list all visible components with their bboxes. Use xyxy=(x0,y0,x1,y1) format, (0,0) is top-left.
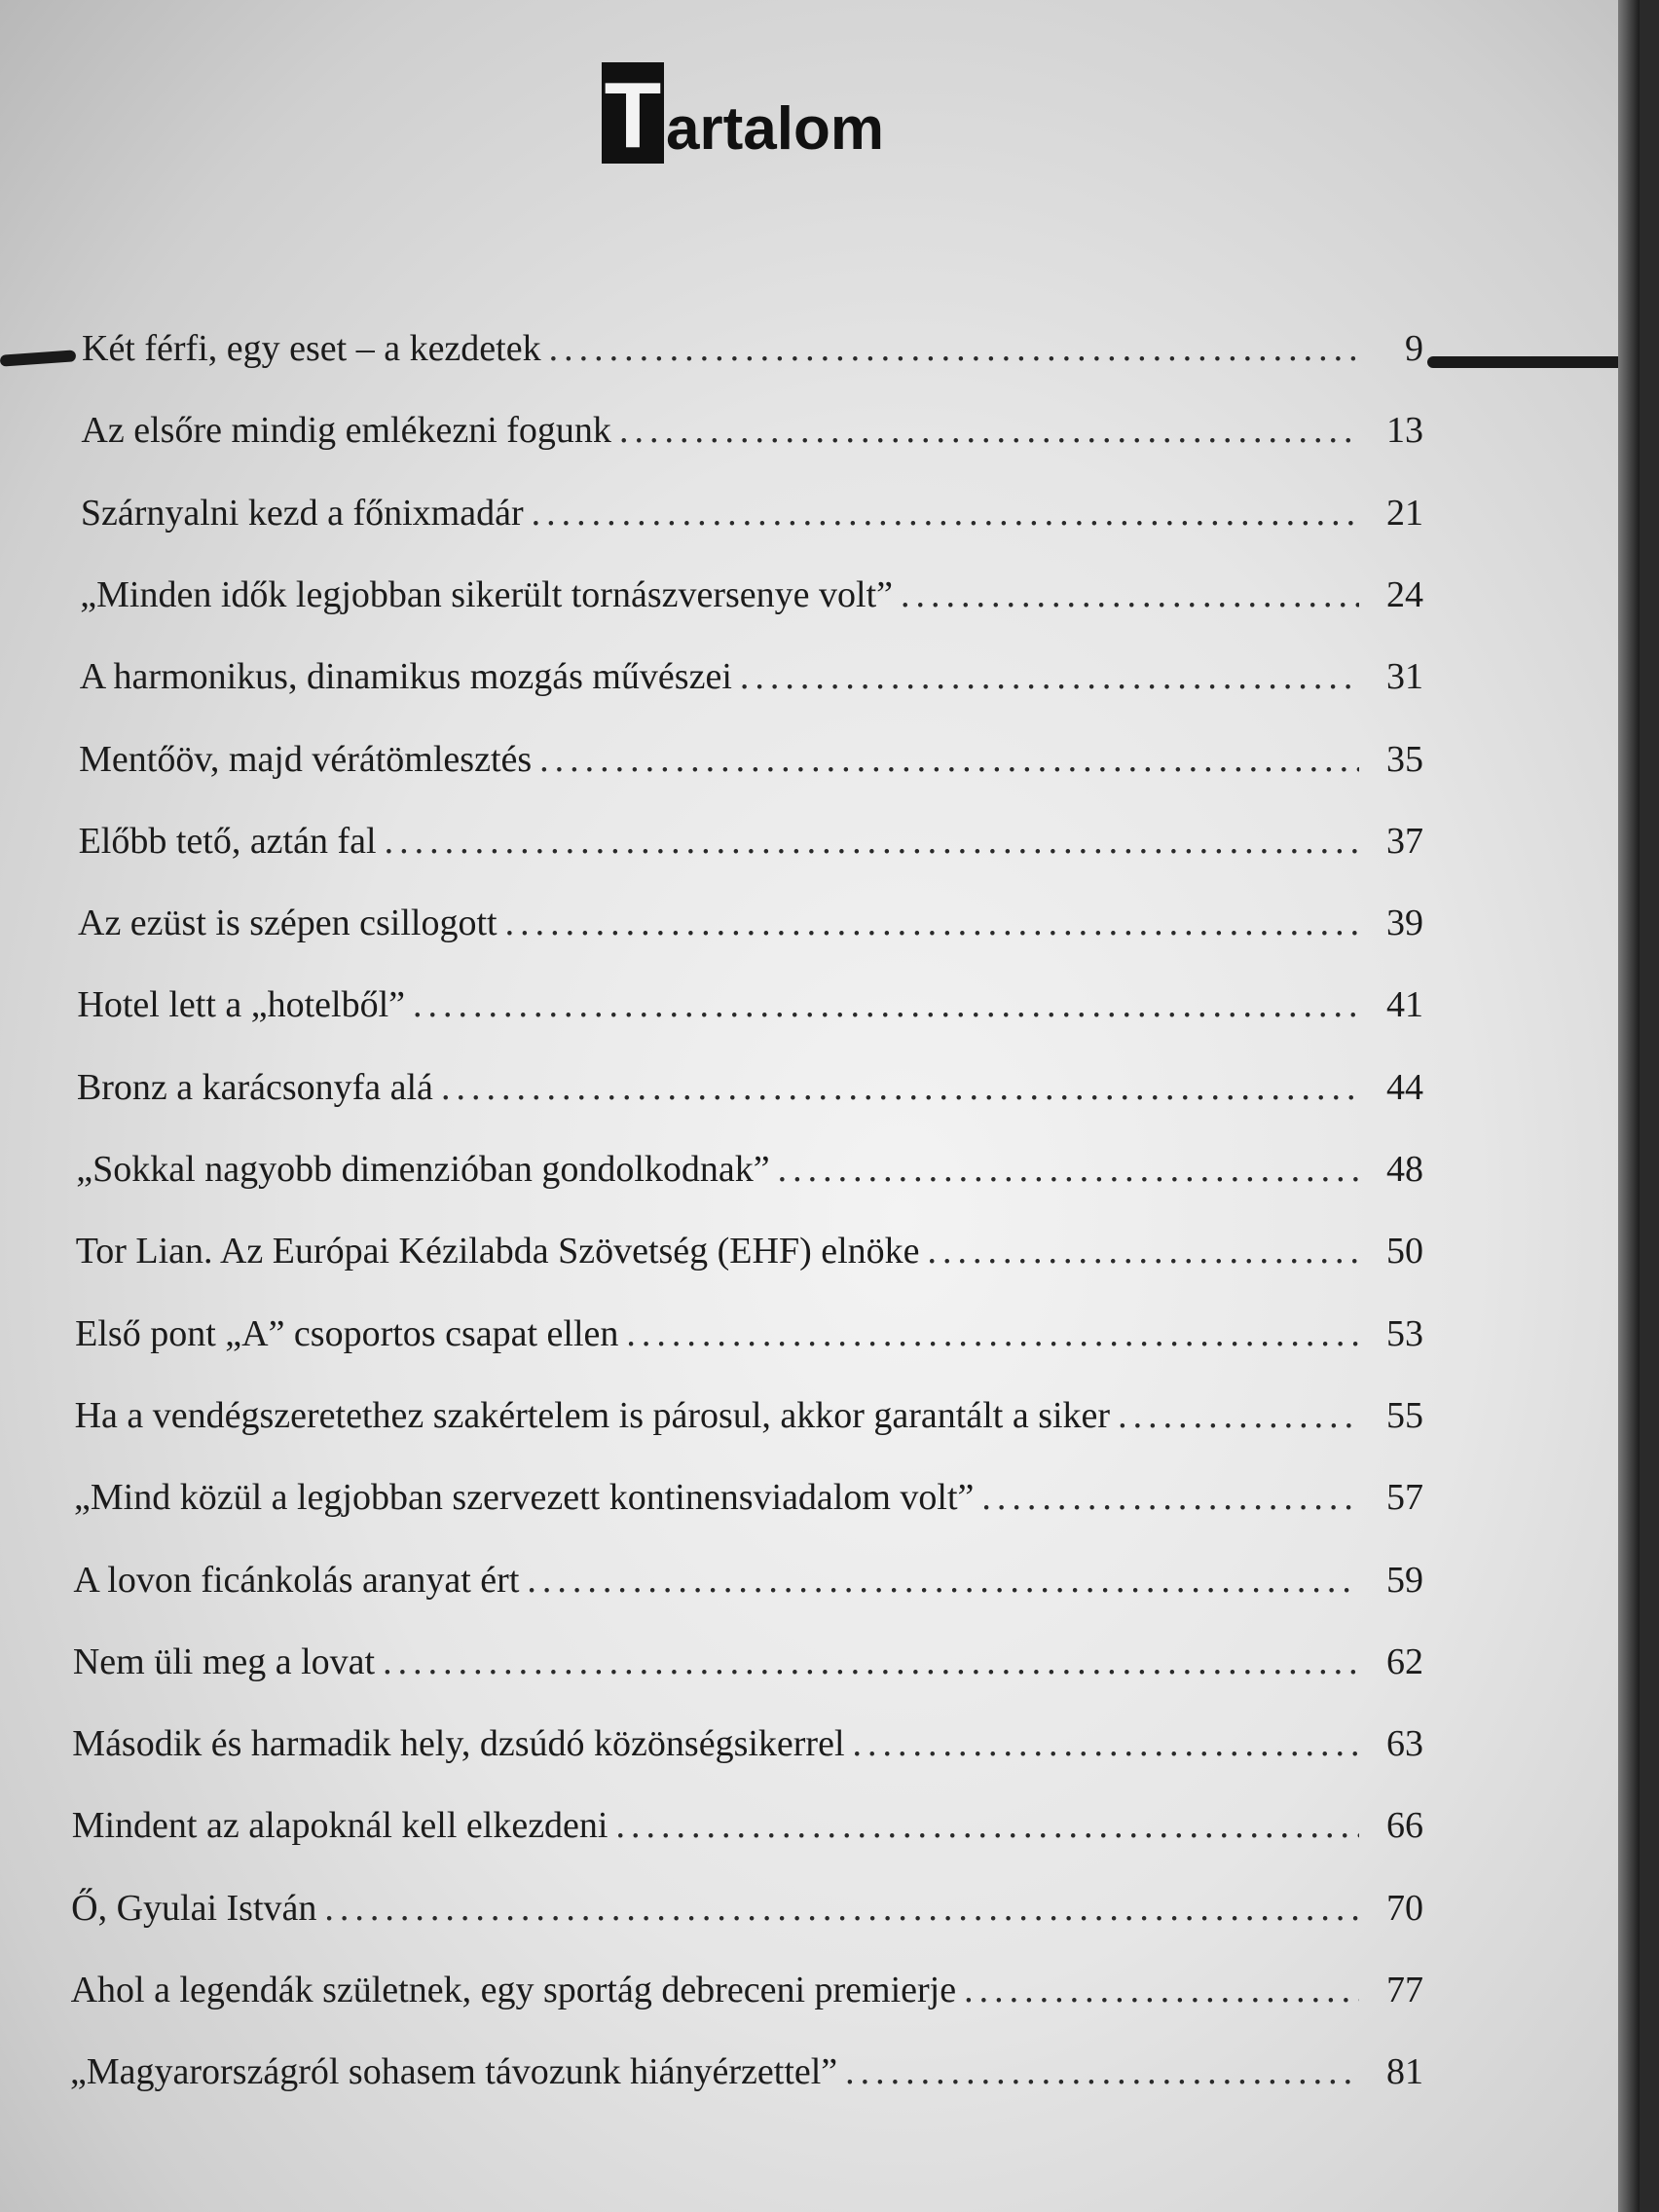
toc-entry-page: 50 xyxy=(1385,1231,1423,1272)
toc-entry xyxy=(76,1230,1423,1272)
book-spine-edge xyxy=(1618,0,1640,2212)
toc-entry xyxy=(79,820,1423,863)
toc-entry-page: 59 xyxy=(1385,1559,1423,1601)
title-initial-letter: T xyxy=(602,62,664,164)
toc-entry-title: Előbb tető, aztán fal xyxy=(78,820,377,862)
toc-entry xyxy=(79,738,1423,781)
toc-entry-title: Ő, Gyulai István xyxy=(71,1887,317,1929)
toc-entry-page: 41 xyxy=(1385,984,1423,1026)
toc-entry-title: Ha a vendégszeretethez szakértelem is párosul, akkor garantált a siker xyxy=(74,1394,1111,1436)
toc-leader-dots xyxy=(626,1312,1359,1355)
toc-leader-dots xyxy=(441,1066,1359,1109)
toc-entry-page: 53 xyxy=(1385,1312,1423,1354)
toc-leader-dots xyxy=(901,573,1359,616)
toc-entry-page: 35 xyxy=(1385,738,1423,780)
toc-entry-page: 13 xyxy=(1385,410,1423,452)
toc-leader-dots xyxy=(615,1804,1359,1847)
toc-entry-title: Mentőöv, majd vérátömlesztés xyxy=(79,738,533,780)
toc-entry-title: Nem üli meg a lovat xyxy=(72,1641,376,1682)
toc-entry-title: „Mind közül a legjobban szervezett kontinensviadalom volt” xyxy=(74,1477,975,1519)
toc-entry-title: A lovon ficánkolás aranyat ért xyxy=(73,1559,520,1601)
toc-entry-page: 62 xyxy=(1385,1641,1423,1682)
toc-entry xyxy=(81,492,1423,535)
toc-entry-title: Második és harmadik hely, dzsúdó közönségsikerrel xyxy=(72,1723,845,1765)
toc-entry-title: Bronz a karácsonyfa alá xyxy=(76,1066,433,1108)
toc-leader-dots xyxy=(527,1559,1359,1602)
toc-entry-page: 63 xyxy=(1385,1723,1423,1765)
toc-entry-page: 48 xyxy=(1385,1149,1423,1190)
toc-entry-title: Hotel lett a „hotelből” xyxy=(77,984,406,1026)
toc-entry xyxy=(73,1641,1423,1683)
toc-entry-page: 44 xyxy=(1385,1066,1423,1108)
toc-entry xyxy=(71,1887,1423,1930)
toc-entry-title: „Magyarországról sohasem távozunk hiányérzettel” xyxy=(70,2051,838,2093)
toc-entry-page: 9 xyxy=(1405,328,1423,369)
toc-entry-title: Mindent az alapoknál kell elkezdeni xyxy=(71,1805,608,1847)
toc-entry-title: Két férfi, egy eset – a kezdetek xyxy=(82,328,541,369)
title-text: artalom xyxy=(666,95,884,163)
toc-entry xyxy=(77,1066,1423,1109)
toc-entry xyxy=(74,1476,1423,1519)
toc-entry-page: 55 xyxy=(1385,1394,1423,1436)
toc-entry xyxy=(80,655,1423,698)
toc-leader-dots xyxy=(619,409,1359,452)
toc-leader-dots xyxy=(853,1722,1359,1765)
toc-entry-title: Első pont „A” csoportos csapat ellen xyxy=(75,1312,619,1354)
toc-entry-title: „Minden idők legjobban sikerült tornászversenye volt” xyxy=(80,573,894,615)
toc-entry xyxy=(72,1804,1423,1847)
toc-entry-page: 24 xyxy=(1385,573,1423,615)
toc-entry xyxy=(75,1394,1423,1437)
toc-entry-title: Az elsőre mindig emlékezni fogunk xyxy=(81,410,611,452)
toc-entry-title: Tor Lian. Az Európai Kézilabda Szövetség (EHF) elnöke xyxy=(75,1231,920,1272)
toc-leader-dots xyxy=(964,1969,1359,2011)
toc-leader-dots xyxy=(413,983,1359,1026)
toc-entry xyxy=(77,983,1423,1026)
toc-leader-dots xyxy=(928,1230,1359,1272)
toc-entry xyxy=(78,902,1423,944)
toc-leader-dots xyxy=(778,1148,1359,1191)
toc-entry-title: Az ezüst is szépen csillogott xyxy=(78,903,498,944)
toc-entry xyxy=(82,327,1423,370)
toc-entry-page: 81 xyxy=(1386,2051,1423,2093)
toc-leader-dots xyxy=(740,655,1359,698)
toc-entry-title: Ahol a legendák születnek, egy sportág debreceni premierje xyxy=(70,1970,957,2010)
toc-entry xyxy=(75,1312,1423,1355)
toc-entry-title: A harmonikus, dinamikus mozgás művészei xyxy=(79,656,732,698)
toc-entry-title: Szárnyalni kezd a főnixmadár xyxy=(80,492,524,534)
toc-entry-page: 21 xyxy=(1385,492,1423,534)
toc-leader-dots xyxy=(505,902,1359,944)
toc-entry-page: 39 xyxy=(1386,903,1423,944)
toc-entry xyxy=(70,2050,1423,2093)
toc-entry-page: 77 xyxy=(1385,1970,1423,2010)
toc-entry-page: 66 xyxy=(1385,1805,1423,1847)
toc-entry-page: 57 xyxy=(1386,1477,1423,1519)
toc-leader-dots xyxy=(1118,1394,1359,1437)
toc-leader-dots xyxy=(385,820,1359,863)
toc-leader-dots xyxy=(981,1476,1359,1519)
toc-leader-dots xyxy=(532,492,1359,535)
toc-entry xyxy=(71,1969,1423,2011)
toc-entry-page: 31 xyxy=(1385,656,1423,698)
toc-entry xyxy=(73,1559,1423,1602)
toc-leader-dots xyxy=(549,327,1359,370)
toc-leader-dots xyxy=(845,2050,1359,2093)
toc-entry-page: 37 xyxy=(1385,820,1423,862)
toc-entry-page: 70 xyxy=(1385,1887,1423,1929)
toc-leader-dots xyxy=(324,1887,1359,1930)
toc-entry xyxy=(81,409,1423,452)
toc-leader-dots xyxy=(539,738,1359,781)
toc-entry xyxy=(80,573,1423,616)
toc-entry-title: „Sokkal nagyobb dimenzióban gondolkodnak” xyxy=(76,1149,770,1190)
toc-entry xyxy=(76,1148,1423,1191)
toc-entry xyxy=(72,1722,1423,1765)
toc-leader-dots xyxy=(383,1641,1359,1683)
